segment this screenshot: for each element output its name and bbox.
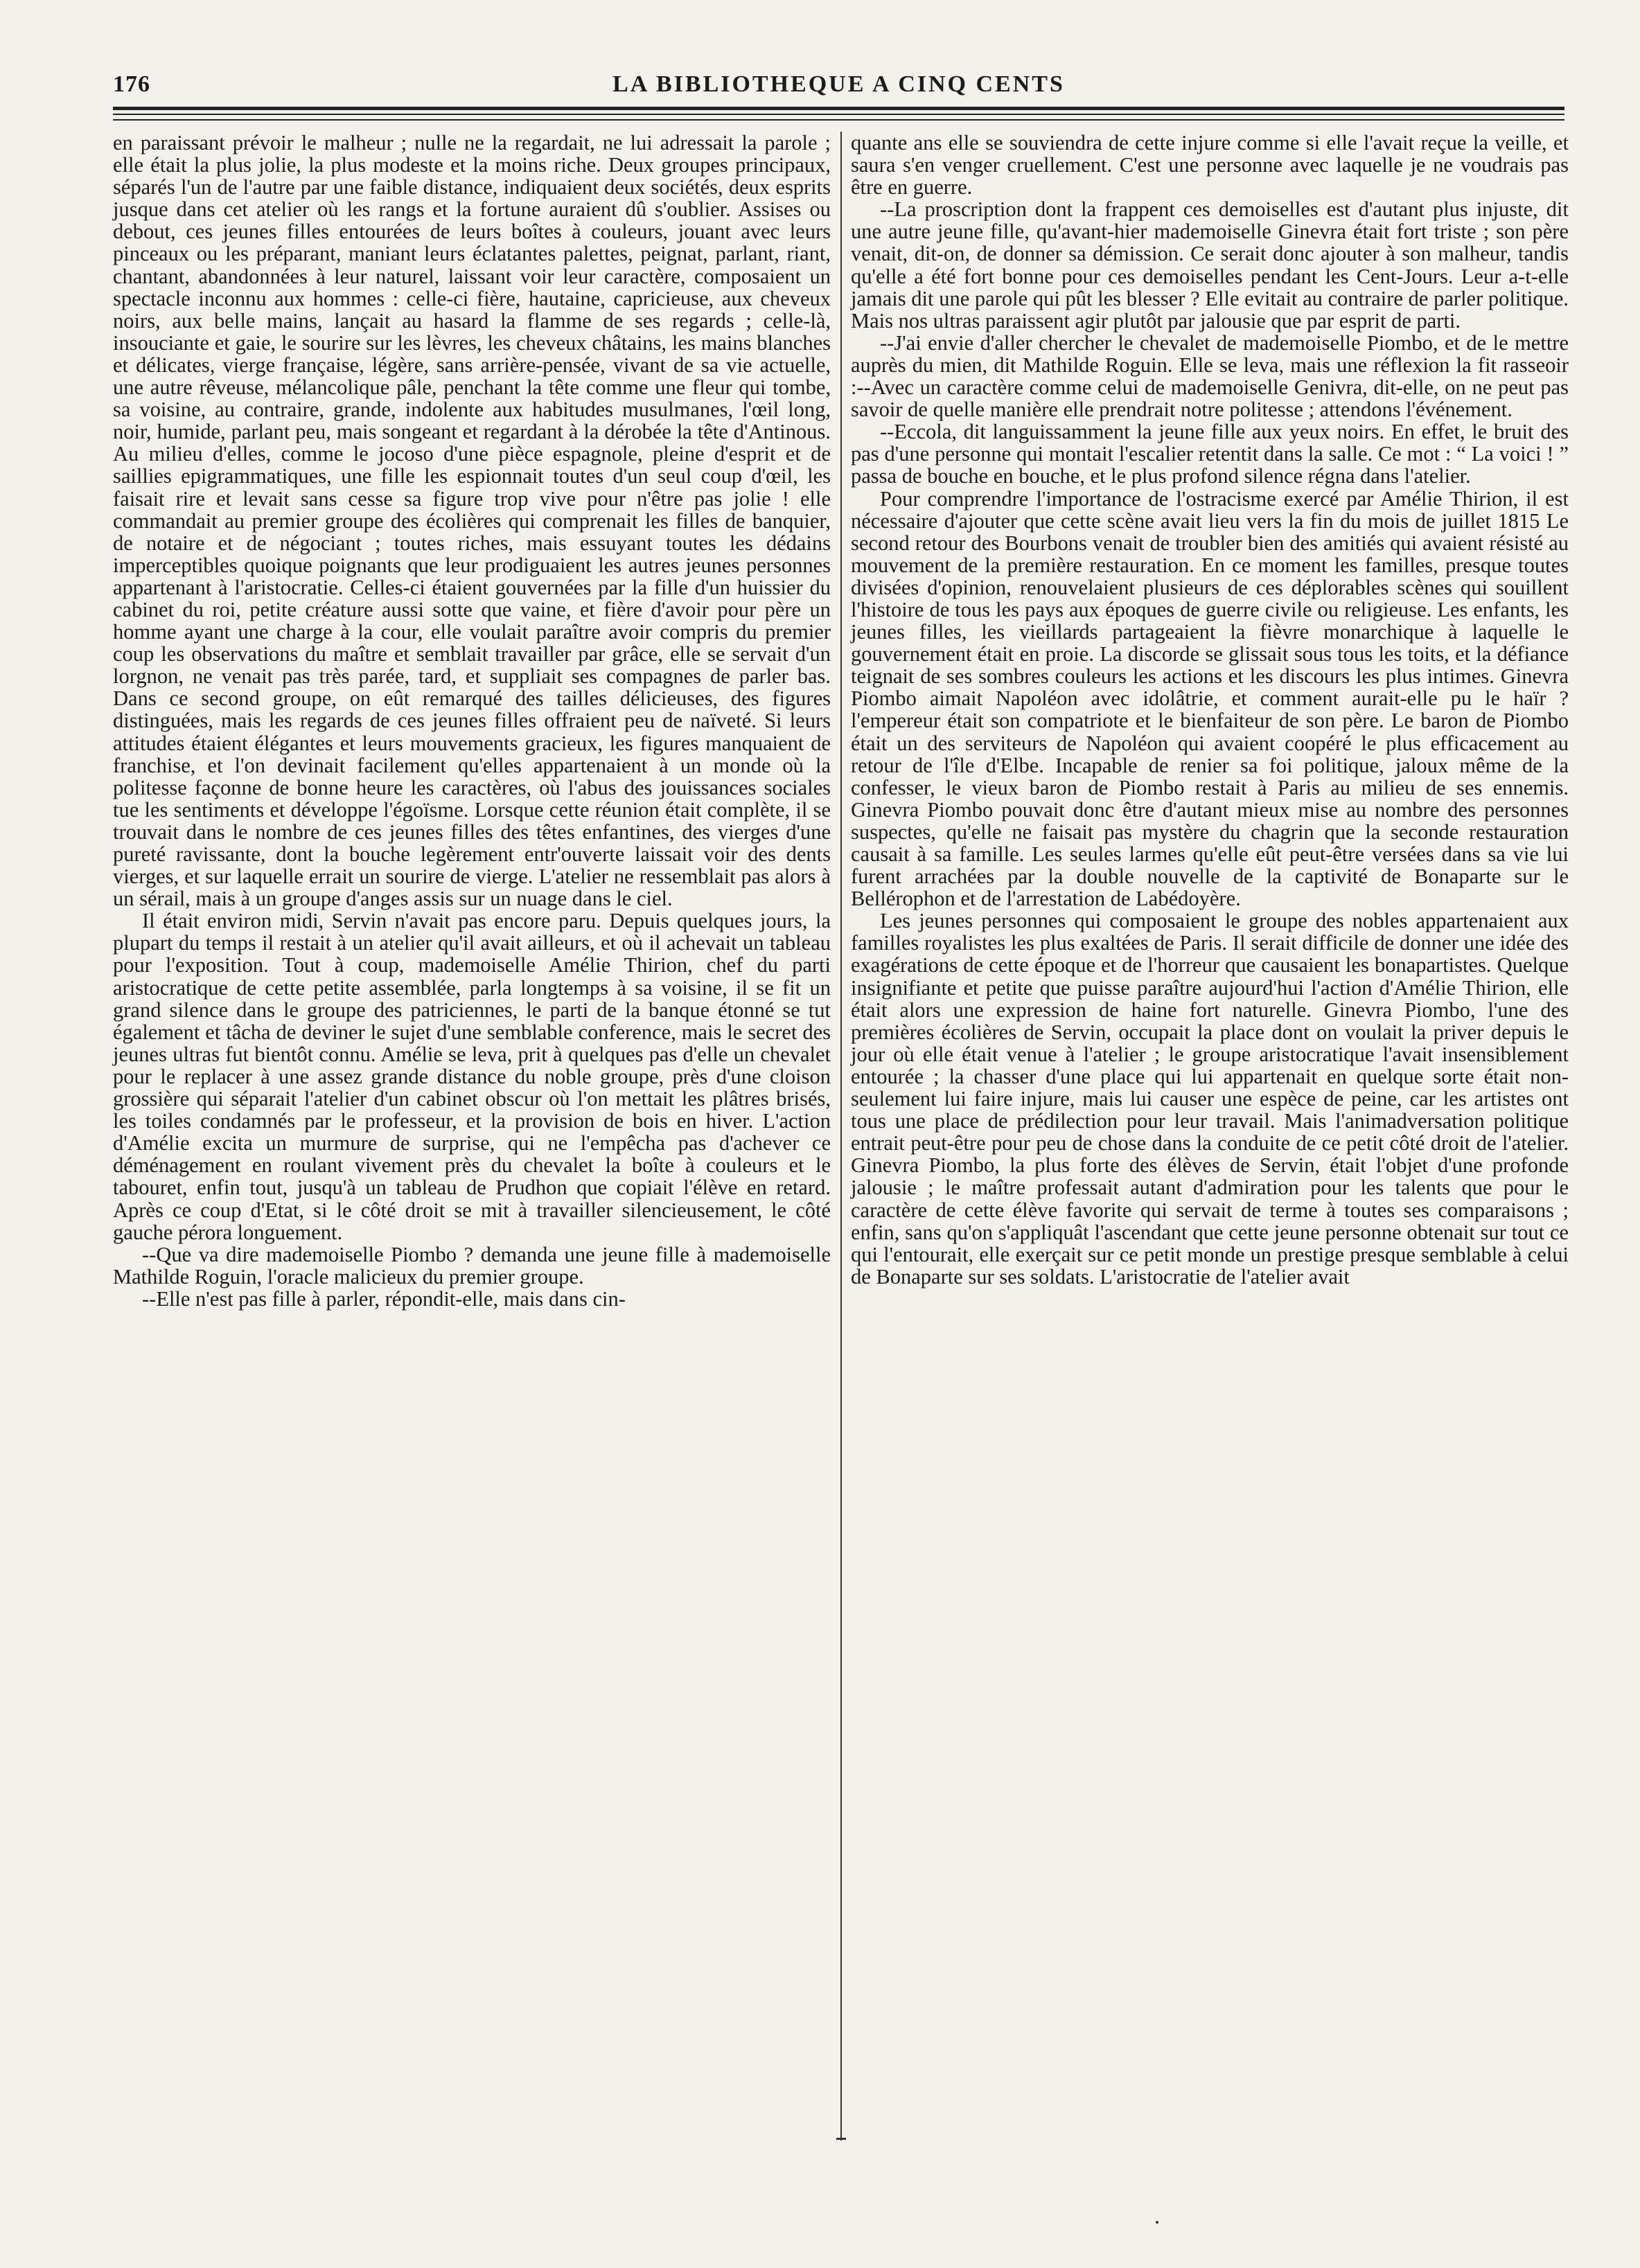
paragraph: Il était environ midi, Servin n'avait pas encore paru. Depuis quelques jours, la plupart du temps il restait à un atelier qu'il avait ailleurs, et où il achevait un tableau pour l'exposition. Tout à coup, mademoiselle Amélie Thirion, chef du parti aristocratique de cette petite assemblée, parla longtemps à sa voisine, il se fit un grand silence dans le groupe des patriciennes, le parti de la banque étonné se tut également et tâcha de deviner le sujet d'une semblable conference, mais le secret des jeunes ultras fut bientôt connu. Amélie se leva, prit à quelques pas d'elle un chevalet pour le replacer à une assez grande distance du noble groupe, près d'une cloison grossière qui séparait l'atelier d'un cabinet obscur où l'on mettait les plâtres brisés, les toiles condamnés par le professeur, et la provision de bois en hiver. L'action d'Amélie excita un murmure de surprise, qui ne l'empêcha pas d'achever ce déménagement en roulant vivement près du chevalet la boîte à couleurs et le tabouret, enfin tout, jusqu'à un tableau de Prudhon que copiait l'élève en retard. Après ce coup d'Etat, si le côté droit se mit à travailler silencieusement, le côté gauche pérora longuement. — [113, 909, 831, 1244]
paragraph: --J'ai envie d'aller chercher le chevalet de mademoiselle Piombo, et de le mettre auprès du mien, dit Mathilde Roguin. Elle se leva, mais une réflexion la fit rasseoir :--Avec un caractère comme celui de mademoiselle Genivra, dit-elle, on ne peut pas savoir de quelle manière elle prendrait notre politesse ; attendons l'événement. — [851, 330, 1569, 422]
page-header — [113, 71, 1564, 105]
column-divider — [840, 132, 842, 2141]
paragraph: --La proscription dont la frappent ces demoiselles est d'autant plus injuste, dit une autre jeune fille, qu'avant-hier mademoiselle Ginevra était fort triste ; son père venait, dit-on, de donner sa démission. Ce serait donc ajouter à son malheur, tandis qu'elle a été fort bonne pour ces demoiselles pendant les Cent-Jours. Leur a-t-elle jamais dit une parole qui pût les blesser ? Elle evitait au contraire de parler politique. Mais nos ultras paraissent agir plutôt par jalousie que par esprit de parti. — [851, 197, 1569, 333]
running-head: LA BIBLIOTHEQUE A CINQ CENTS — [612, 71, 1065, 97]
right-text-column — [851, 132, 1569, 1288]
header-rule-thin-lower — [113, 119, 1564, 121]
paragraph: en paraissant prévoir le malheur ; nulle ne la regardait, ne lui adressait la parole ; elle était la plus jolie, la plus modeste et la moins riche. Deux groupes principaux, séparés l'un de l'autre par une faible distance, indiquaient deux sociétés, deux esprits jusque dans cet atelier où les rangs et la fortune auraient dû s'oublier. Assises ou debout, ces jeunes filles entourées de leurs boîtes à couleurs, jouant avec leurs pinceaux ou les préparant, maniant leurs éclatantes palettes, peignat, parlant, riant, chantant, abandonnées à leur naturel, laissant voir leur caractère, composaient un spectacle inconnu aux hommes : celle-ci fière, hautaine, capricieuse, aux cheveux noirs, aux belle mains, lançait au hasard la flamme de ses regards ; celle-là, insouciante et gaie, le sourire sur les lèvres, les cheveux châtains, les mains blanches et délicates, vierge française, légère, sans arrière-pensée, vivant de sa vie actuelle, une autre rêveuse, mélancolique pâle, penchant la tête comme une fleur qui tombe, sa voisine, au contraire, grande, indolente aux habitudes musulmanes, l'œil long, noir, humide, parlant peu, mais songeant et regardant à la dérobée la tête d'Antinous. Au milieu d'elles, comme le jocoso d'une pièce espagnole, pleine d'esprit et de saillies epigrammatiques, une fille les espionnait toutes d'un seul coup d'œil, les faisait rire et levait sans cesse sa figure trop vive pour n'être pas jolie ! elle commandait au premier groupe des écolières qui comprenait les filles de banquier, de notaire et de négociant ; toutes riches, mais essuyant toutes les dédains imperceptibles quoique poignants que leur prodiguaient les autres jeunes personnes appartenant à l'aristocratie. Celles-ci étaient gouvernées par la fille d'un huissier du cabinet du roi, petite créature aussi sotte que vaine, et fière d'avoir pour père un homme ayant une charge à la cour, elle voulait paraître avoir compris du premier coup les observations du maître et semblait travailler par grâce, elle se servait d'un lorgnon, ne venait pas très parée, tard, et suppliait ses compagnes de parler bas. Dans ce second groupe, on eût remarqué des tailles délicieuses, des figures distinguées, mais les regards de ces jeunes filles offraient peu de naïveté. Si leurs attitudes étaient élégantes et leurs mouvements gracieux, les figures manquaient de franchise, et l'on devinait facilement qu'elles appartenaient à un monde où la politesse façonne de bonne heure les caractères, où l'abus des jouissances sociales tue les sentiments et développe l'égoïsme. Lorsque cette réunion était complète, il se trouvait dans le nombre de ces jeunes filles des têtes enfantines, des vierges d'une pureté ravissante, dont la bouche legèrement entr'ouverte laissait voir des dents vierges, et sur laquelle errait un sourire de vierge. L'atelier ne ressemblait pas alors à un sérail, mais à un groupe d'anges assis sur un nuage dans le ciel. — [113, 131, 831, 911]
paragraph: --Eccola, dit languissamment la jeune fille aux yeux noirs. En effet, le bruit des pas d'une personne qui montait l'escalier retentit dans la salle. Ce mot : “ La voici ! ” passa de bouche en bouche, et le plus profond silence régna dans l'atelier. — [851, 420, 1569, 488]
column-divider-end — [836, 2138, 846, 2140]
page-number: 176 — [113, 71, 150, 97]
paragraph: quante ans elle se souviendra de cette injure comme si elle l'avait reçue la veille, et saura s'en venger cruellement. C'est une personne avec laquelle je ne voudrais pas être en guerre. — [851, 131, 1569, 200]
paragraph: Pour comprendre l'importance de l'ostracisme exercé par Amélie Thirion, il est nécessaire d'ajouter que cette scène avait lieu vers la fin du mois de juillet 1815 Le second retour des Bourbons venait de troubler bien des amitiés qui avaient résisté au mouvement de la première restauration. En ce moment les familles, presque toutes divisées d'opinion, renouvelaient plusieurs de ces déplorables scènes qui souillent l'histoire de tous les pays aux époques de guerre civile ou religieuse. Les enfants, les jeunes filles, les vieillards partageaient la fièvre monarchique à laquelle le gouvernement était en proie. La discorde se glissait sous tous les toits, et la défiance teignait de ses sombres couleurs les actions et les discours les plus intimes. Ginevra Piombo aimait Napoléon avec idolâtrie, et comment aurait-elle pu le haïr ? l'empereur était son compatriote et le bienfaiteur de son père. Le baron de Piombo était un des serviteurs de Napoléon qui avaient coopéré le plus efficacement au retour de l'île d'Elbe. Incapable de renier sa foi politique, jaloux même de la confesser, le vieux baron de Piombo restait à Paris au milieu de ses ennemis. Ginevra Piombo pouvait donc être d'autant mieux mise au nombre des personnes suspectes, qu'elle ne faisait pas mystère du chagrin que la seconde restauration causait à sa famille. Les seules larmes qu'elle eût peut-être versées dans sa vie lui furent arrachées par la double nouvelle de la captivité de Bonaparte sur le Bellérophon et de l'arrestation de Labédoyère. — [851, 486, 1569, 911]
paragraph: --Que va dire mademoiselle Piombo ? demanda une jeune fille à mademoiselle Mathilde Roguin, l'oracle malicieux du premier groupe. — [113, 1242, 831, 1288]
paragraph: Les jeunes personnes qui composaient le groupe des nobles appartenaient aux familles royalistes les plus exaltées de Paris. Il serait difficile de donner une idée des exagérations de cette époque et de l'horreur que causaient les bonapartistes. Quelque insignifiante et petite que puisse paraître aujourd'hui l'action d'Amélie Thirion, elle était alors une expression de haine fort naturelle. Ginevra Piombo, l'une des premières écolières de Servin, occupait la place dont on voulait la priver depuis le jour où elle était venue à l'atelier ; le groupe aristocratique l'avait insensiblement entourée ; la chasser d'une place qui lui appartenait en quelque sorte était non-seulement lui faire injure, mais lui causer une espèce de peine, car les artistes ont tous une place de prédilection pour leur travail. Mais l'animadversation politique entrait peut-être pour peu de chose dans la conduite de ce petit côté droit de l'atelier. Ginevra Piombo, la plus forte des élèves de Servin, était l'objet d'une profonde jalousie ; le maître professait autant d'admiration pour les talents que pour le caractère de cette élève favorite qui servait de terme à toutes ses comparaisons ; enfin, sans qu'on s'appliquât l'ascendant que cette jeune personne obtenait sur tout ce qui l'entourait, elle exerçait sur ce petit monde un prestige presque semblable à celui de Bonaparte sur ses soldats. L'aristocratie de l'atelier avait — [851, 909, 1569, 1288]
left-text-column — [113, 132, 831, 1310]
header-rule-thick — [113, 107, 1564, 110]
print-speck — [1156, 2221, 1158, 2224]
header-rule-thin — [113, 114, 1564, 115]
paragraph: --Elle n'est pas fille à parler, répondit-elle, mais dans cin- — [142, 1286, 626, 1311]
